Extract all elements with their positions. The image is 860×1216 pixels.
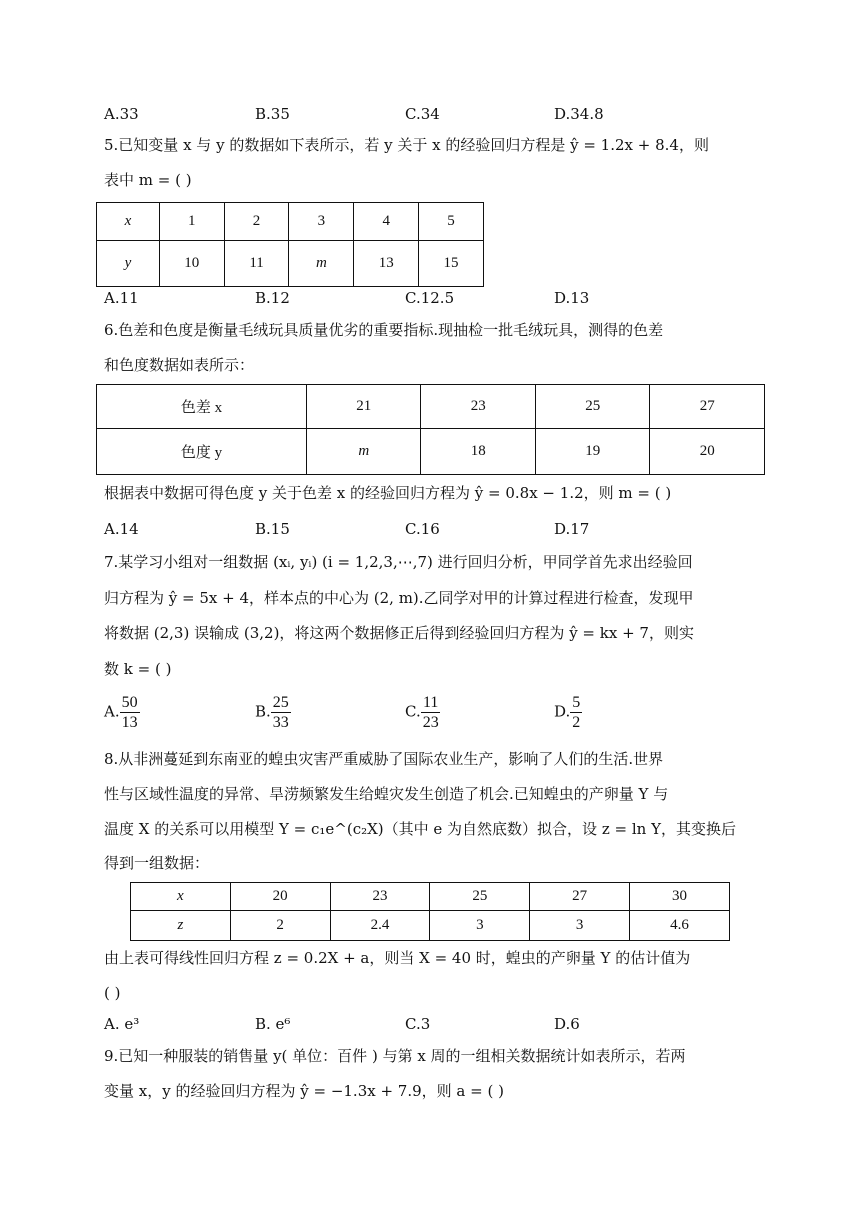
q8-stem-line-1: 8.从非洲蔓延到东南亚的蝗虫灾害严重威胁了国际农业生产，影响了人们的生活.世界 — [104, 750, 664, 768]
option-label: D. — [554, 702, 571, 721]
q6-cell: 25 — [535, 385, 649, 429]
q6-cell: 色差 x — [97, 385, 307, 429]
q6-cell: 23 — [421, 385, 535, 429]
q8-stem-line-5: 由上表可得线性回归方程 z = 0.2X + a，则当 X = 40 时，蝗虫的产卵量 Y 的估计值为 — [104, 949, 691, 967]
q5-cell: 2 — [224, 203, 289, 241]
denominator: 23 — [422, 714, 439, 731]
q8-option-d: D.6 — [554, 1015, 580, 1033]
q6-cell: 27 — [650, 385, 765, 429]
q5-option-c: C.12.5 — [405, 289, 455, 307]
q6-option-d: D.17 — [554, 520, 590, 538]
q5-cell: y — [97, 241, 160, 287]
q5-cell: 13 — [354, 241, 419, 287]
q5-cell: x — [97, 203, 160, 241]
q8-option-b: B. e⁶ — [255, 1015, 291, 1033]
option-label: A. — [104, 702, 120, 721]
q8-option-a: A. e³ — [104, 1015, 140, 1033]
q6-table — [96, 384, 765, 475]
q7-option-a — [104, 693, 140, 732]
q7-stem-line-3: 将数据 (2,3) 误输成 (3,2)，将这两个数据修正后得到经验回归方程为 ŷ = kx + 7，则实 — [104, 624, 694, 642]
fraction — [570, 693, 582, 732]
q8-cell: z — [131, 911, 231, 941]
q7-option-d — [554, 693, 582, 732]
fraction — [421, 693, 441, 732]
q5-cell: 1 — [159, 203, 224, 241]
option-label: B. — [255, 702, 271, 721]
q8-stem-line-6: ( ) — [104, 984, 121, 1002]
numerator: 25 — [272, 694, 289, 711]
q5-cell: 15 — [419, 241, 484, 287]
q6-cell: m — [307, 429, 421, 475]
fraction — [271, 693, 291, 732]
q8-cell: 30 — [630, 883, 730, 911]
q6-cell: 21 — [307, 385, 421, 429]
q8-cell: 3 — [430, 911, 530, 941]
q5-cell: 11 — [224, 241, 289, 287]
q8-cell: x — [131, 883, 231, 911]
numerator: 50 — [121, 694, 138, 711]
q4-option-c: C.34 — [405, 105, 440, 123]
denominator: 33 — [272, 714, 289, 731]
q6-stem-line-1: 6.色差和色度是衡量毛绒玩具质量优劣的重要指标.现抽检一批毛绒玩具，测得的色差 — [104, 321, 664, 339]
q8-cell: 2 — [230, 911, 330, 941]
q5-cell: 10 — [159, 241, 224, 287]
q7-stem-line-4: 数 k = ( ) — [104, 660, 172, 678]
denominator: 2 — [572, 714, 581, 731]
q5-option-b: B.12 — [255, 289, 290, 307]
q8-cell: 2.4 — [330, 911, 430, 941]
q8-cell: 23 — [330, 883, 430, 911]
q6-cell: 19 — [535, 429, 649, 475]
q7-option-c — [405, 693, 441, 732]
q8-cell: 27 — [530, 883, 630, 911]
q5-stem-line-2: 表中 m = ( ) — [104, 171, 192, 189]
q5-cell: m — [289, 241, 354, 287]
q8-cell: 4.6 — [630, 911, 730, 941]
fraction — [120, 693, 140, 732]
q8-cell: 3 — [530, 911, 630, 941]
q8-cell: 25 — [430, 883, 530, 911]
q6-stem-line-2: 和色度数据如表所示： — [104, 356, 255, 374]
q8-stem-line-2: 性与区域性温度的异常、旱涝频繁发生给蝗灾发生创造了机会.已知蝗虫的产卵量 Y 与 — [104, 785, 669, 803]
q6-option-b: B.15 — [255, 520, 290, 538]
q5-cell: 3 — [289, 203, 354, 241]
q5-cell: 5 — [419, 203, 484, 241]
q5-table — [96, 202, 484, 287]
q9-stem-line-1: 9.已知一种服装的销售量 y( 单位：百件 ) 与第 x 周的一组相关数据统计如表所示，若两 — [104, 1047, 686, 1065]
q6-cell: 色度 y — [97, 429, 307, 475]
q8-cell: 20 — [230, 883, 330, 911]
q6-stem-line-3: 根据表中数据可得色度 y 关于色差 x 的经验回归方程为 ŷ = 0.8x − 1.2，则 m = ( ) — [104, 484, 672, 502]
numerator: 5 — [572, 694, 581, 711]
q5-option-d: D.13 — [554, 289, 590, 307]
q8-stem-line-3: 温度 X 的关系可以用模型 Y = c₁e^(c₂X)（其中 e 为自然底数）拟合，设 z = ln Y，其变换后 — [104, 820, 736, 838]
q4-option-a: A.33 — [104, 105, 139, 123]
option-label: C. — [405, 702, 421, 721]
q6-option-a: A.14 — [104, 520, 139, 538]
q6-option-c: C.16 — [405, 520, 440, 538]
denominator: 13 — [121, 714, 138, 731]
q4-option-d: D.34.8 — [554, 105, 604, 123]
q6-cell: 18 — [421, 429, 535, 475]
q6-cell: 20 — [650, 429, 765, 475]
numerator: 11 — [423, 694, 439, 711]
q8-stem-line-4: 得到一组数据： — [104, 854, 210, 872]
q7-stem-line-1: 7.某学习小组对一组数据 (xᵢ, yᵢ) (i = 1,2,3,⋯,7) 进行回归分析，甲同学首先求出经验回 — [104, 553, 693, 571]
q5-cell: 4 — [354, 203, 419, 241]
q8-option-c: C.3 — [405, 1015, 431, 1033]
q7-stem-line-2: 归方程为 ŷ = 5x + 4，样本点的中心为 (2, m).乙同学对甲的计算过程进行检查，发现甲 — [104, 589, 694, 607]
q9-stem-line-2: 变量 x，y 的经验回归方程为 ŷ = −1.3x + 7.9，则 a = ( ) — [104, 1082, 504, 1100]
q8-table — [130, 882, 730, 941]
q4-option-b: B.35 — [255, 105, 290, 123]
q5-option-a: A.11 — [104, 289, 139, 307]
q5-stem-line-1: 5.已知变量 x 与 y 的数据如下表所示，若 y 关于 x 的经验回归方程是 ŷ = 1.2x + 8.4，则 — [104, 136, 709, 154]
q7-option-b — [255, 693, 291, 732]
